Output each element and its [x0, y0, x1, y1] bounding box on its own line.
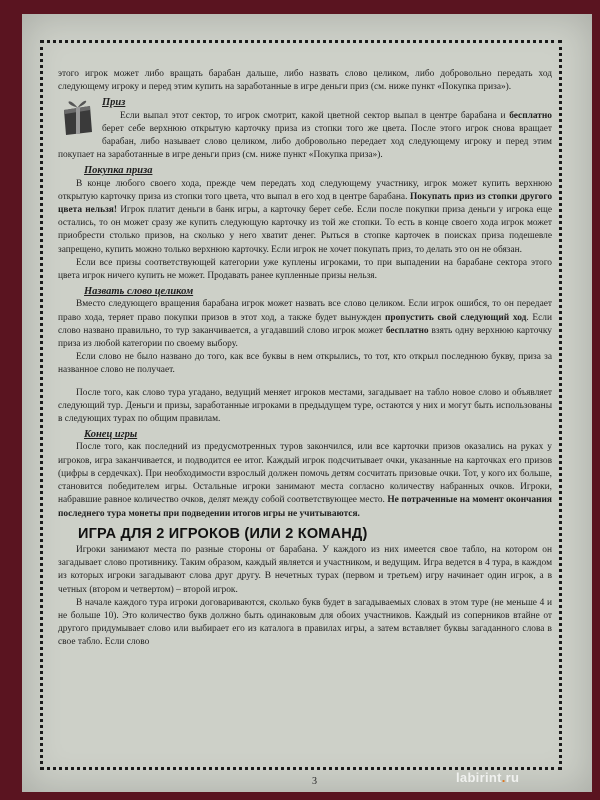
watermark: labirint.ru	[456, 770, 520, 785]
prize-paragraph: Если выпал этот сектор, то игрок смотрит, какой цветной сектор выпал в центре барабана и бесплатно берет себе верхнюю открытую карточку приза из стопки того же цвета. После этого игрок снова вращает барабан, либо называет слово целиком, либо добровольно передает ход следующему игроку и перед этим покупает на заработанные в игре деньги приз (см. ниже пункт «Покупка приза»).	[58, 110, 552, 161]
document-body	[58, 68, 552, 650]
name-word-paragraph-2: Если слово не было названо до того, как все буквы в нем открылись, то тот, кто открыл последнюю букву, приза за названное слово не получает.	[58, 352, 552, 376]
page-number: 3	[312, 776, 317, 787]
prize-heading: Приз	[102, 97, 126, 109]
game-end-paragraph: После того, как последний из предусмотренных туров закончился, или все карточки призов оказались на руках у игроков, игра заканчивается, и подводится ее итог. Каждый игрок подсчитывает очки, указанные на карточках его призов (цифры в сердечках). При необходимости взрослый должен помочь детям сосчитать призовые очки. Тот, у кого их больше, становится победителем игры. Остальные игроки занимают места согласно количеству набранных очков. Игроки, набравшие равное количество очков, делят между собой соответствующее место. Не потраченные на момент окончания последнего тура монеты при подведении итогов игры не учитываются.	[58, 442, 552, 519]
gift-box-icon	[60, 96, 94, 136]
purchase-paragraph-1: В конце любого своего хода, прежде чем передать ход следующему участнику, игрок может купить верхнюю открытую карточку приза из стопки того цвета, что выпал в его ход в центре барабана. Покупать приз из стопки другого цвета нельзя! Игрок платит деньги в банк игры, а карточку берет себе. Если после покупки приза деньги у игрока еще остались, то он может сразу же купить следующую карточку из той же стопки. То есть в конце своего хода игрок может приобрести столько призов, на сколько у него хватит денег. Рыться в стопке карточек в поисках приза подешевле запрещено, купить можно только верхнюю карточку. Если игрок не хочет покупать приз, то делать это он не обязан.	[58, 178, 553, 255]
purchase-heading: Покупка приза	[84, 165, 153, 177]
name-word-paragraph-3: После того, как слово тура угадано, ведущий меняет игроков местами, загадывает на табло новое слово и объявляет следующий тур. Деньги и призы, заработанные игроками в предыдущем туре, остаются у них и могут быть использованы в следующих турах по общим правилам.	[58, 387, 552, 425]
intro-paragraph: этого игрок может либо вращать барабан дальше, либо назвать слово целиком, либо добровольно передать ход следующему игроку и перед этим купить на заработанные в игре деньги приз (см. ниже пункт «Покупка приза»).	[58, 69, 552, 93]
name-word-paragraph-1: Вместо следующего вращения барабана игрок может назвать все слово целиком. Если игрок ошибся, то он передает право хода, теряет право покупки призов в этот ход, а также будет вынужден пропустить свой следующий ход. Если слово названо правильно, то тур заканчивается, а угадавший слово игрок может бесплатно взять одну верхнюю карточку приза из любой категории по своему выбору.	[58, 299, 553, 350]
two-players-heading: ИГРА ДЛЯ 2 ИГРОКОВ (ИЛИ 2 КОМАНД)	[78, 525, 368, 542]
purchase-paragraph-2: Если все призы соответствующей категории уже куплены игроками, то при выпадении на барабане сектора этого цвета игрок ничего купить не может. Продавать ранее купленные призы нельзя.	[58, 257, 552, 282]
two-players-paragraph-2: В начале каждого тура игроки договариваются, сколько букв будет в загадываемых словах в этом туре (не меньше 4 и не больше 10). Это количество букв должно быть одинаковым для обоих участников. Каждый из соперников втайне от другого придумывает слово или выбирает его из каталога в правилах игры, а затем вставляет буквы загаданного слова в свое табло. Если слово	[58, 597, 552, 648]
two-players-paragraph-1: Игроки занимают места по разные стороны от барабана. У каждого из них имеется свое табло, на котором он загадывает слово противнику. Таким образом, каждый является и участником, и ведущим. Игра ведется в 4 тура, в каждом из которых игроки загадывают слова друг другу. В нечетных турах (первом и третьем) игру начинает один игрок, а в четных (втором и четвертом) – второй игрок.	[58, 544, 552, 595]
game-end-heading: Конец игры	[84, 429, 138, 441]
name-word-heading: Назвать слово целиком	[84, 286, 194, 298]
